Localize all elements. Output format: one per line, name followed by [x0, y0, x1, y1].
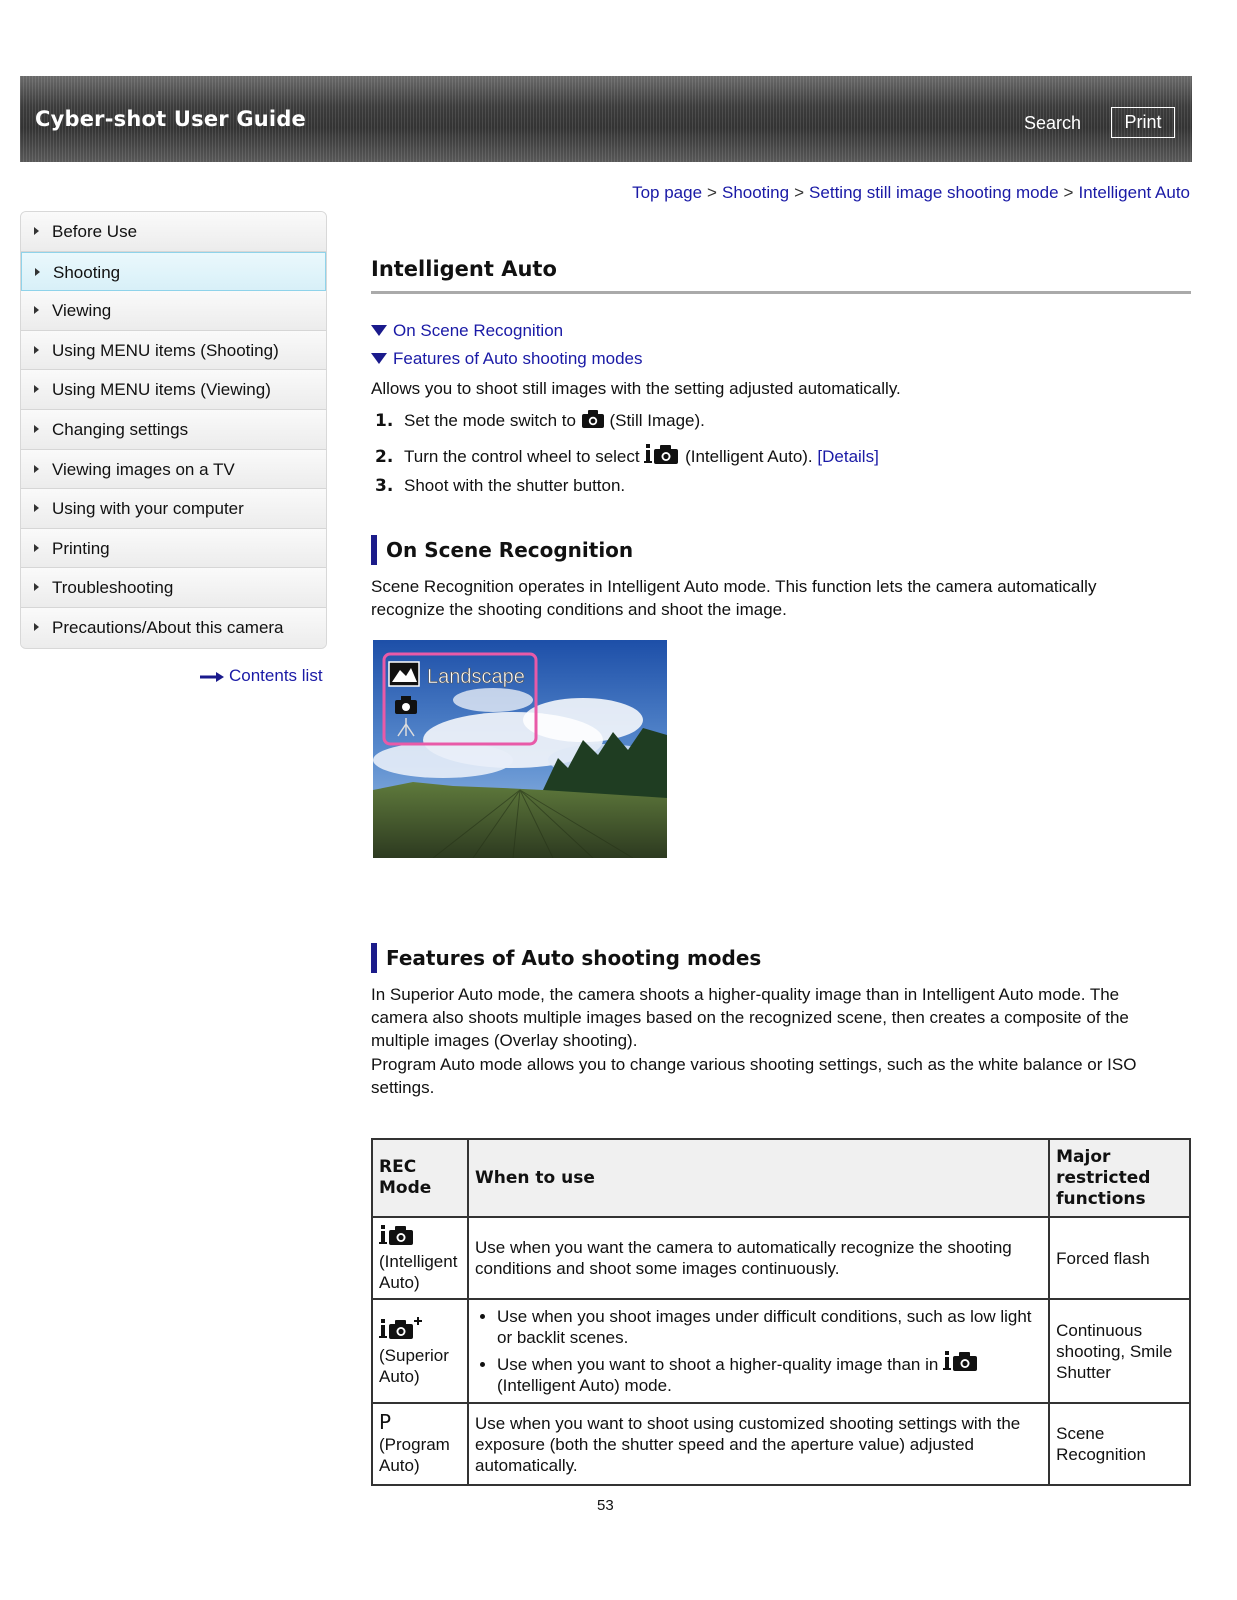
column-header: REC Mode: [372, 1139, 468, 1217]
mode-label: (Superior Auto): [379, 1345, 449, 1386]
step-number: 1.: [375, 411, 394, 431]
app-title: Cyber-shot User Guide: [35, 107, 306, 131]
column-header: Major restricted functions: [1049, 1139, 1190, 1217]
intelligent-auto-icon: [644, 443, 680, 465]
breadcrumb-shooting[interactable]: Shooting: [721, 183, 790, 202]
mode-cell: [372, 1217, 468, 1299]
breadcrumb-setting-still-image[interactable]: Setting still image shooting mode: [809, 183, 1059, 202]
scene-label: Landscape: [427, 666, 525, 688]
breadcrumb-top-page[interactable]: Top page: [632, 183, 703, 202]
triangle-right-icon: [34, 623, 39, 631]
triangle-right-icon: [34, 583, 39, 591]
sidebar-item-shooting[interactable]: [21, 252, 326, 292]
section-marker: [371, 943, 377, 973]
triangle-right-icon: [34, 504, 39, 512]
sidebar-item-label: Shooting: [53, 262, 121, 282]
sidebar-item-label: Precautions/About this camera: [52, 617, 284, 637]
rec-mode-table: [371, 1138, 1191, 1486]
step-3: [375, 476, 625, 496]
search-link[interactable]: Search: [1024, 113, 1082, 133]
restricted-cell: Continuous shooting, Smile Shutter: [1049, 1299, 1190, 1403]
step-2: [375, 443, 879, 467]
section-title: Features of Auto shooting modes: [386, 946, 762, 970]
sidebar-item-label: Printing: [52, 538, 110, 558]
list-item: • Use when you shoot images under difficult conditions, such as low light or backlit scenes.: [497, 1306, 1042, 1348]
breadcrumb-separator: >: [794, 183, 805, 202]
use-cell: Use when you want the camera to automatically recognize the shooting conditions and shoot some images continuously.: [468, 1217, 1049, 1299]
section-marker: [371, 535, 377, 565]
breadcrumb-separator: >: [1063, 183, 1074, 202]
sidebar-item-menu-viewing[interactable]: [21, 370, 326, 410]
sidebar-item-label: Before Use: [52, 222, 138, 241]
sidebar-item-viewing[interactable]: [21, 291, 326, 331]
restricted-cell: Scene Recognition: [1049, 1403, 1190, 1485]
sidebar-item-label: Troubleshooting: [52, 578, 174, 598]
breadcrumb-intelligent-auto[interactable]: Intelligent Auto: [1078, 183, 1190, 202]
list-item-text: (Intelligent Auto) mode.: [496, 1376, 672, 1395]
sidebar-item-before-use[interactable]: [21, 212, 326, 252]
triangle-right-icon: [34, 346, 39, 354]
superior-auto-icon: [379, 1316, 423, 1340]
header-bar: [20, 76, 1192, 162]
sidebar-item-changing-settings[interactable]: [21, 410, 326, 450]
sidebar-item-label: Using MENU items (Shooting): [52, 340, 279, 360]
mode-cell: [372, 1299, 468, 1403]
scene-recognition-text: Scene Recognition operates in Intelligent Auto mode. This function lets the camera automatically recognize the shooting conditions and shoot the image.: [371, 577, 1097, 619]
triangle-down-icon: [371, 325, 387, 336]
triangle-right-icon: [34, 425, 39, 433]
table-row: [372, 1217, 1190, 1299]
sidebar-item-precautions[interactable]: [21, 608, 326, 648]
step-text: (Still Image).: [609, 411, 705, 430]
sidebar-item-troubleshooting[interactable]: [21, 568, 326, 608]
table-row: [372, 1299, 1190, 1403]
sidebar-nav: [20, 211, 327, 649]
sidebar-item-printing[interactable]: [21, 529, 326, 569]
restricted-cell: Forced flash: [1049, 1217, 1190, 1299]
features-text-1: In Superior Auto mode, the camera shoots a higher-quality image than in Intelligent Auto mode. The camera also shoots multiple images based on the recognized scene, then creates a composite of the multiple images (Overlay shooting).: [371, 985, 1129, 1050]
sidebar-item-computer[interactable]: [21, 489, 326, 529]
sidebar-item-viewing-tv[interactable]: [21, 450, 326, 490]
camera-icon: [581, 409, 605, 429]
step-text: Shoot with the shutter button.: [404, 476, 626, 495]
list-item-text: Use when you want to shoot a higher-quality image than in: [496, 1355, 939, 1374]
step-text: (Intelligent Auto).: [685, 447, 813, 466]
sidebar-item-label: Using with your computer: [52, 499, 244, 519]
intelligent-auto-icon: [943, 1350, 979, 1372]
breadcrumb: [632, 183, 1190, 203]
contents-list-label: Contents list: [229, 666, 323, 685]
triangle-down-icon: [371, 353, 387, 364]
page-number: 53: [597, 1497, 614, 1514]
mode-cell: [372, 1403, 468, 1485]
details-link[interactable]: [Details]: [817, 447, 879, 466]
contents-list-link[interactable]: [200, 666, 323, 686]
use-cell: [468, 1299, 1049, 1403]
triangle-right-icon: [34, 227, 39, 235]
triangle-right-icon: [34, 544, 39, 552]
breadcrumb-separator: >: [707, 183, 717, 202]
step-number: 2.: [375, 447, 394, 467]
mode-label: (Program Auto): [379, 1435, 450, 1475]
features-text-2: Program Auto mode allows you to change various shooting settings, such as the white balance or ISO settings.: [371, 1055, 1137, 1097]
sidebar-item-label: Changing settings: [52, 419, 189, 439]
list-item: [497, 1350, 1042, 1396]
arrow-right-icon: [200, 672, 224, 682]
sidebar-item-menu-shooting[interactable]: [21, 331, 326, 371]
sidebar-item-label: Using MENU items (Viewing): [52, 380, 271, 400]
step-number: 3.: [375, 476, 394, 496]
anchor-link-scene-recognition[interactable]: [371, 321, 563, 341]
intro-text: Allows you to shoot still images with the setting adjusted automatically.: [371, 379, 901, 398]
intelligent-auto-icon: [379, 1224, 415, 1246]
step-text: Turn the control wheel to select: [404, 447, 640, 466]
triangle-right-icon: [34, 465, 39, 473]
page-title: Intelligent Auto: [371, 257, 557, 281]
column-header: When to use: [468, 1139, 1049, 1217]
sidebar-item-label: Viewing: [52, 301, 112, 321]
sidebar-item-label: Viewing images on a TV: [52, 459, 235, 479]
triangle-right-icon: [34, 385, 39, 393]
program-auto-icon: P: [379, 1410, 392, 1434]
section-title: On Scene Recognition: [386, 538, 634, 562]
scene-recognition-image: [373, 640, 667, 858]
step-text: Set the mode switch to: [404, 411, 576, 430]
use-cell: Use when you want to shoot using customized shooting settings with the exposure (both the shutter speed and the aperture value) adjusted automatically.: [468, 1403, 1049, 1485]
print-button[interactable]: Print: [1111, 107, 1175, 138]
title-divider: [371, 291, 1191, 294]
use-bullet-list: [475, 1306, 1042, 1396]
anchor-label: Features of Auto shooting modes: [393, 349, 643, 368]
triangle-right-icon: [35, 268, 40, 276]
mode-label: (Intelligent Auto): [379, 1251, 458, 1292]
step-1: [375, 409, 705, 431]
anchor-label: On Scene Recognition: [393, 321, 564, 340]
triangle-right-icon: [34, 306, 39, 314]
anchor-link-features[interactable]: [371, 349, 643, 369]
table-header-row: [372, 1139, 1190, 1217]
table-row: [372, 1403, 1190, 1485]
